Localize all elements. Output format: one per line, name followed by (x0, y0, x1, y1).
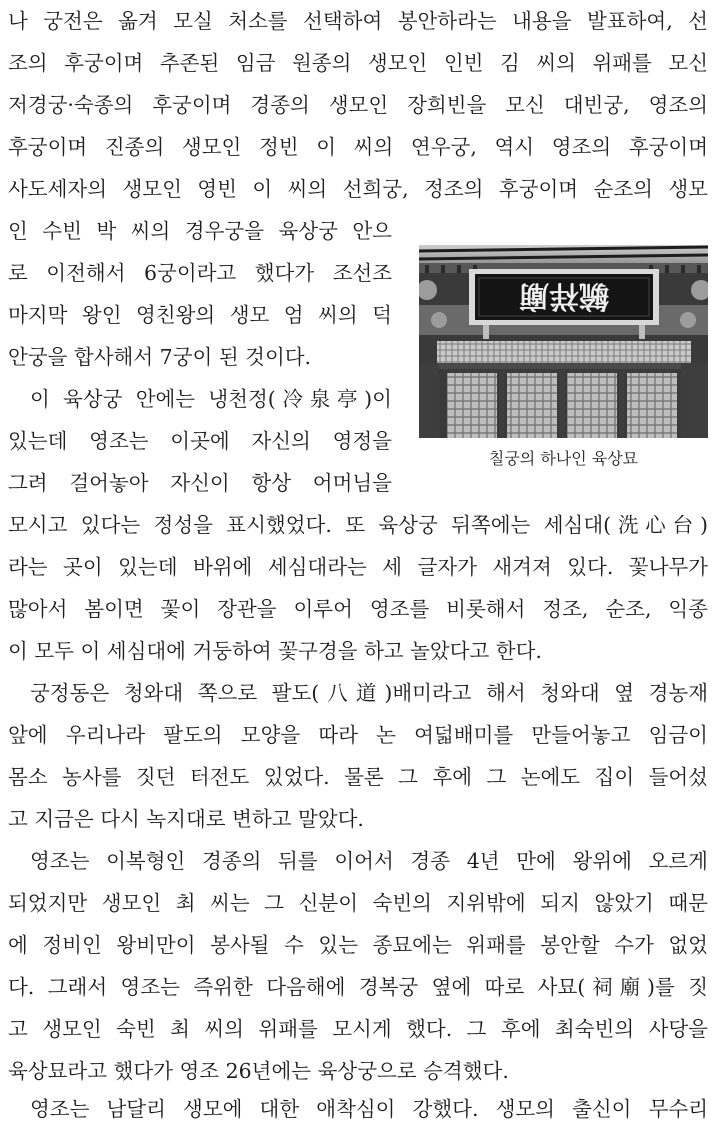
paragraph-start-line: 영조는 이복형인 경종의 뒤를 이어서 경종 4년 만에 왕위에 오르게 (30, 849, 708, 873)
yuksangmyo-photo (419, 245, 708, 438)
text-line: 되었지만 생모인 최 씨는 그 신분이 숙빈의 지위밖에 되지 않았기 때문 (8, 891, 708, 915)
photo-caption: 칠궁의 하나인 육상묘 (488, 449, 639, 468)
paragraph-start-line: 궁정동은 청와대 쪽으로 팔도(八道)배미라고 해서 청와대 옆 경농재 (30, 681, 708, 705)
text-line: 앞에 우리나라 팔도의 모양을 따라 논 여덟배미를 만들어놓고 임금이 (8, 723, 708, 747)
text-line: 후궁이며 진종의 생모인 정빈 이 씨의 연우궁, 역시 영조의 후궁이며 (8, 135, 708, 159)
text-line: 마지막 왕인 영친왕의 생모 엄 씨의 덕 (8, 303, 392, 327)
text-line: 저경궁·숙종의 후궁이며 경종의 생모인 장희빈을 모신 대빈궁, 영조의 (8, 93, 708, 117)
text-line: 나 궁전은 옮겨 모실 처소를 선택하여 봉안하라는 내용을 발표하여, 선 (8, 9, 708, 33)
text-line: 라는 곳이 있는데 바위에 세심대라는 세 글자가 새겨져 있다. 꽃나무가 (8, 555, 708, 579)
text-line: 다. 그래서 영조는 즉위한 다음해에 경복궁 옆에 따로 사묘(祠廟)를 짓 (8, 975, 708, 999)
text-line: 사도세자의 생모인 영빈 이 씨의 선희궁, 정조의 후궁이며 순조의 생모 (8, 177, 708, 201)
text-line: 그려 걸어놓아 자신이 항상 어머님을 (8, 471, 392, 495)
text-line: 몸소 농사를 짓던 터전도 있었다. 물론 그 후에 그 논에도 집이 들어섰 (8, 765, 708, 789)
text-line: 인 수빈 박 씨의 경우궁을 육상궁 안으 (8, 219, 392, 243)
text-line: 에 정비인 왕비만이 봉사될 수 있는 종묘에는 위패를 봉안할 수가 없었 (8, 933, 708, 957)
text-line: 고 지금은 다시 녹지대로 변하고 말았다. (8, 807, 364, 831)
text-line: 조의 후궁이며 추존된 임금 원종의 생모인 인빈 김 씨의 위패를 모신 (8, 51, 708, 75)
text-line: 모시고 있다는 정성을 표시했었다. 또 육상궁 뒤쪽에는 세심대(洗心台) (8, 513, 708, 537)
paragraph-start-line: 이 육상궁 안에는 냉천정(冷泉亭)이 (30, 387, 392, 411)
text-line: 육상묘라고 했다가 영조 26년에는 육상궁으로 승격했다. (8, 1059, 509, 1083)
text-line: 많아서 봄이면 꽃이 장관을 이루어 영조를 비롯해서 정조, 순조, 익종 (8, 597, 708, 621)
text-line: 이 모두 이 세심대에 거둥하여 꽃구경을 하고 놀았다고 한다. (8, 639, 542, 663)
text-line: 안궁을 합사해서 7궁이 된 것이다. (8, 345, 312, 369)
paragraph-start-line: 영조는 남달리 생모에 대한 애착심이 강했다. 생모의 출신이 무수리 (30, 1097, 708, 1121)
text-line: 있는데 영조는 이곳에 자신의 영정을 (8, 429, 392, 453)
text-line: 로 이전해서 6궁이라고 했다가 조선조 (8, 261, 392, 285)
text-line: 고 생모인 숙빈 최 씨의 위패를 모시게 했다. 그 후에 최숙빈의 사당을 (8, 1017, 708, 1041)
signboard-text: 毓祥廟 (519, 278, 609, 313)
